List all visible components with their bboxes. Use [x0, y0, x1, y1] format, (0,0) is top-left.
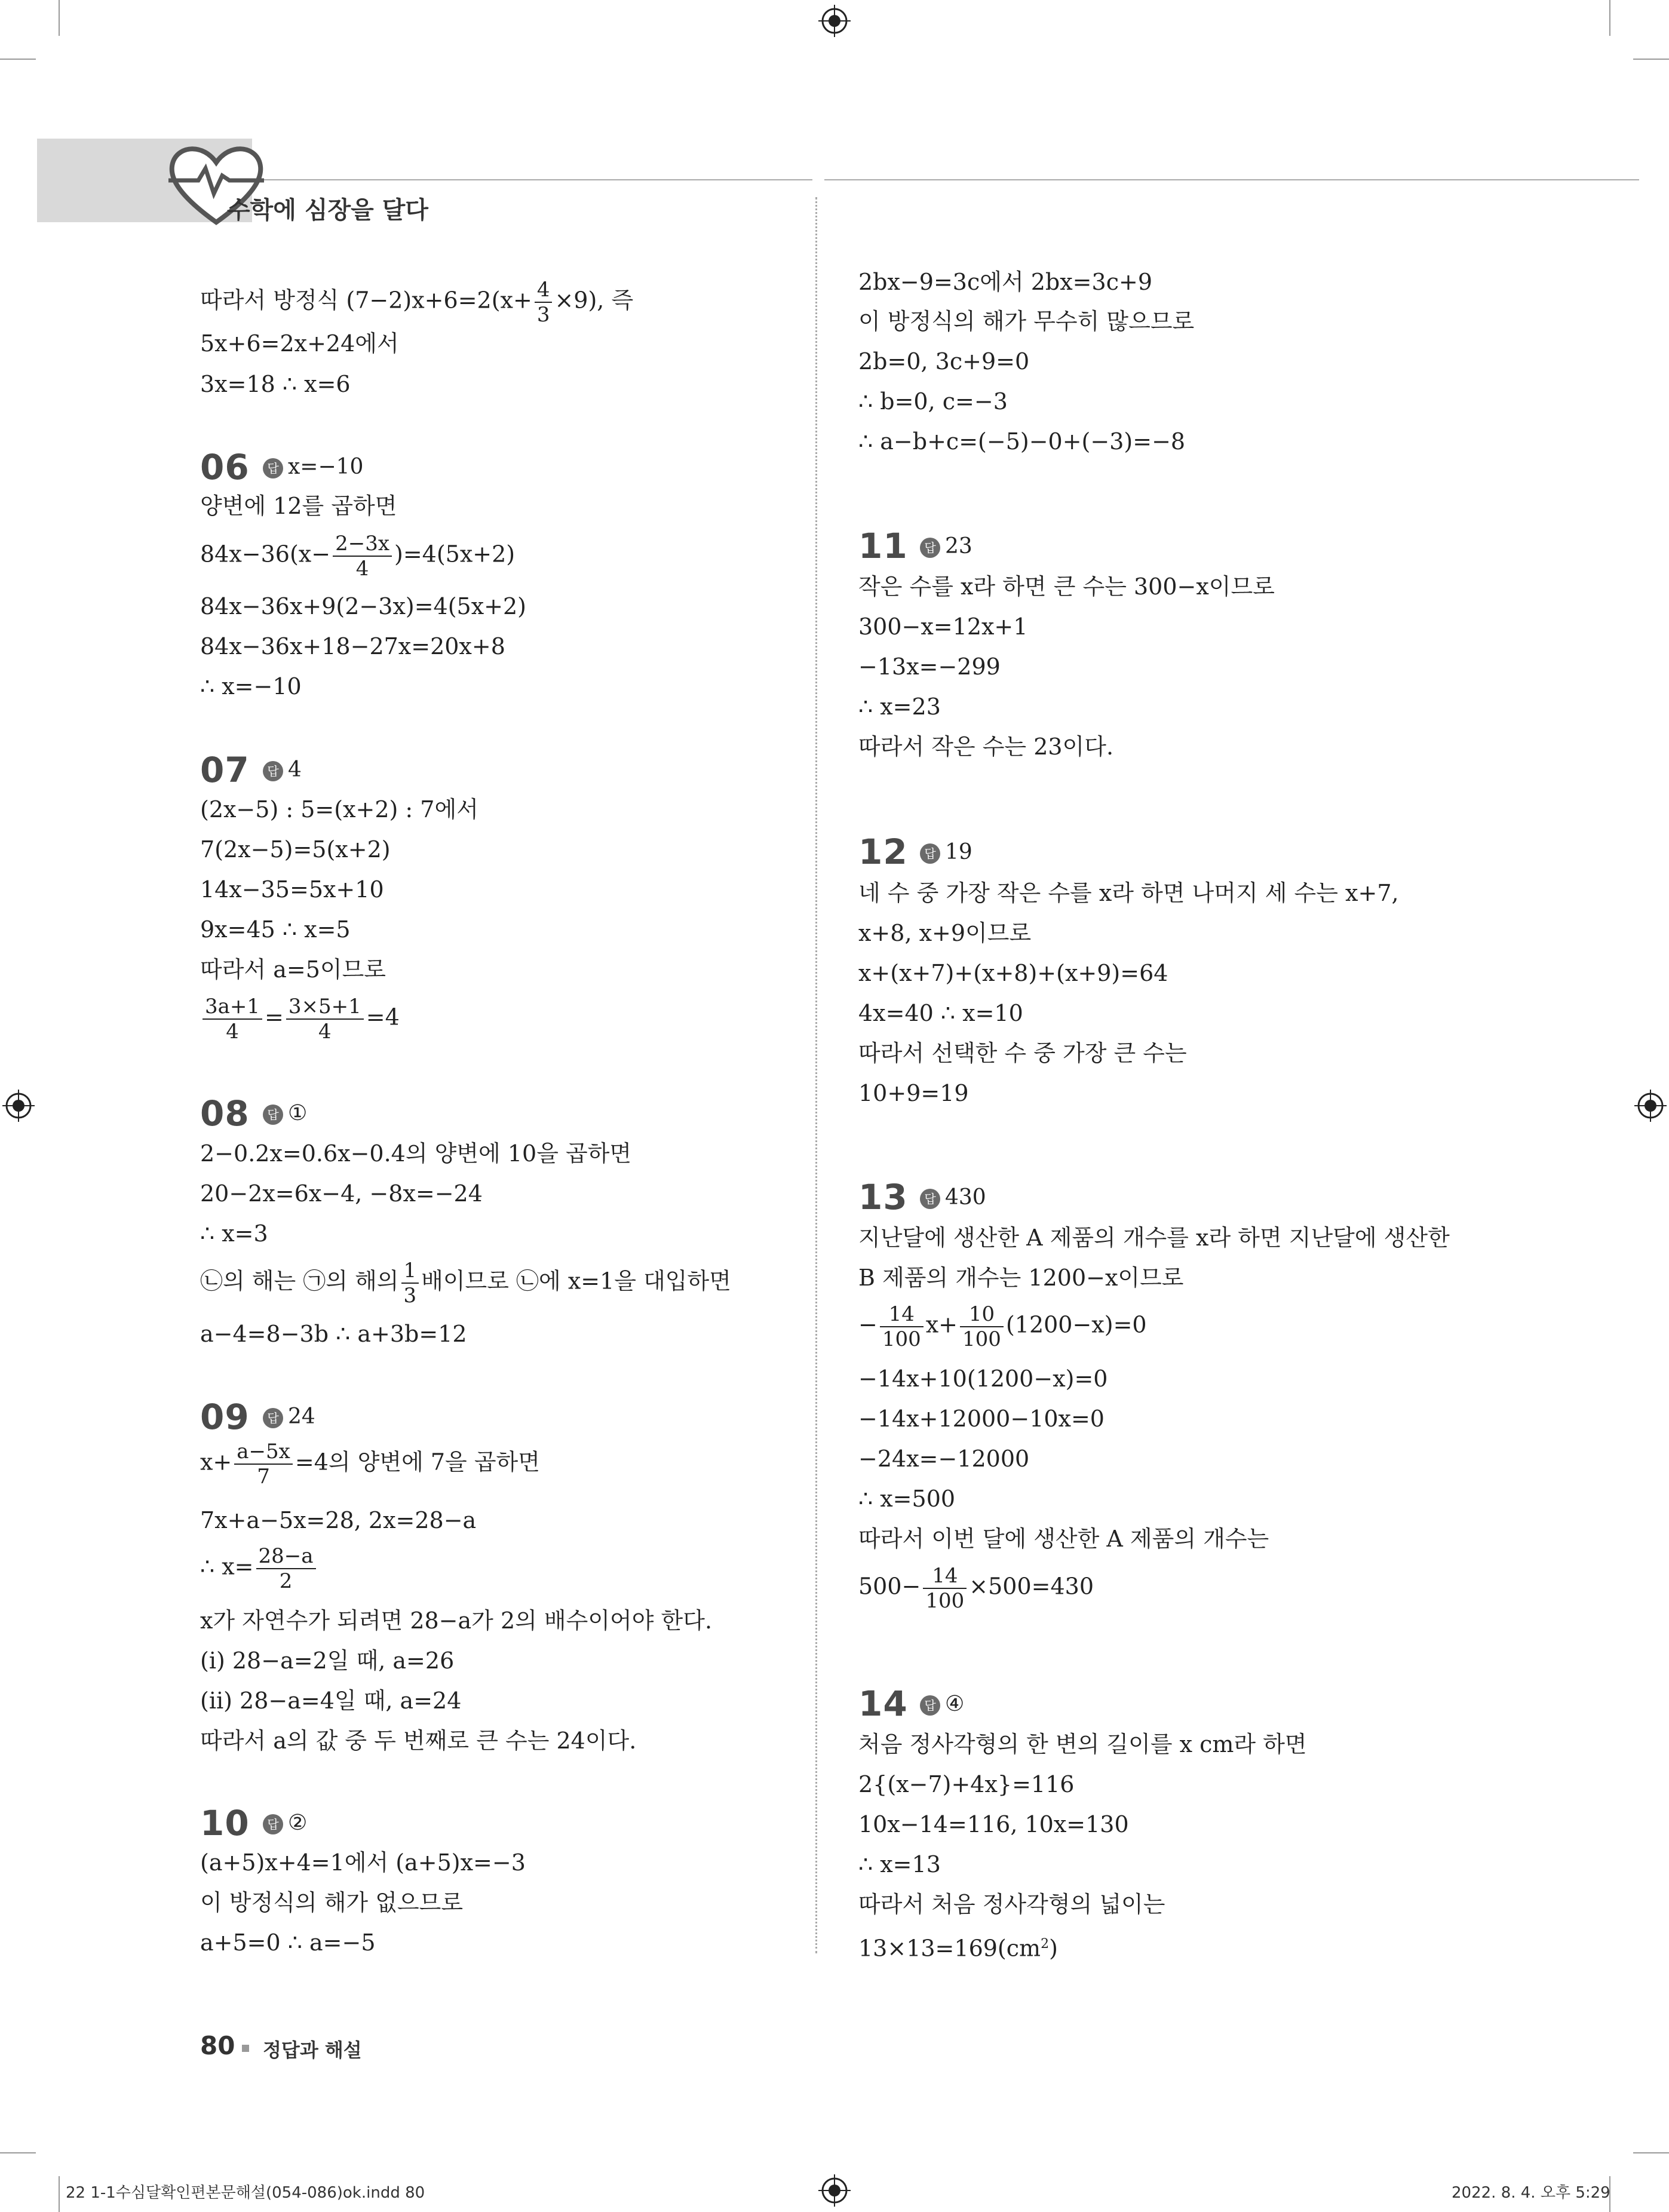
text-line: 2{(x−7)+4x}=116 [858, 1771, 1075, 1797]
answer-badge: 답 [920, 538, 940, 558]
text-line: (ⅰ) 28−a=2일 때, a=26 [200, 1648, 455, 1674]
text-line: x가 자연수가 되려면 28−a가 2의 배수이어야 한다. [200, 1607, 713, 1634]
text-line: −24x=−12000 [858, 1446, 1030, 1472]
crop-mark [1609, 0, 1610, 36]
text-line: 처음 정사각형의 한 변의 길이를 x cm라 하면 [858, 1731, 1307, 1757]
registration-mark-icon [1634, 1090, 1667, 1122]
answer-badge: 답 [263, 1814, 283, 1834]
answer: 답 ④ [920, 1689, 964, 1719]
text-line: ∴ x= $\frac{28-a}{2}$ [200, 1544, 318, 1593]
problem-number: 13 [858, 1177, 908, 1217]
crop-mark [1633, 2152, 1669, 2153]
text-line: 3x=18 ∴ x=6 [200, 371, 351, 397]
problem-number: 08 [200, 1093, 250, 1134]
crop-mark [59, 0, 60, 36]
print-file-info: 22 1-1수심달확인편본문해설(054-086)ok.indd 80 [66, 2184, 425, 2202]
text-line: ∴ x=3 [200, 1220, 268, 1247]
text-line: x+(x+7)+(x+8)+(x+9)=64 [858, 960, 1168, 986]
column-divider [815, 197, 817, 1953]
crop-mark [1633, 59, 1669, 60]
text-line: $\frac{3a+1}{4}$ = $\frac{3\times 5+1}{4}$ =4 [200, 995, 400, 1044]
text-line: ∴ x=−10 [200, 673, 302, 700]
text-line: ∴ x=500 [858, 1486, 956, 1512]
header-rule [251, 179, 812, 180]
text-line: 20−2x=6x−4, −8x=−24 [200, 1180, 483, 1207]
answer-badge: 답 [263, 458, 283, 478]
footer-square-icon [242, 2045, 249, 2052]
problem-number: 07 [200, 750, 250, 790]
text-line: 84x−36(x− $\frac{2-3x}{4}$ )=4(5x+2) [200, 532, 516, 581]
text-line: 따라서 방정식 (7−2)x+6=2(x+ $\frac{4}{3}$ ×9), 즉 [200, 278, 634, 327]
text-line: ∴ x=13 [858, 1851, 941, 1877]
header-rule-right [824, 179, 1639, 180]
text-line: 지난달에 생산한 A 제품의 개수를 x라 하면 지난달에 생산한 [858, 1225, 1450, 1251]
text-line: ㉡의 해는 ㉠의 해의 $\frac{1}{3}$ 배이므로 ㉡에 x=1을 대입하면 [200, 1259, 731, 1308]
text-line: 500− $\frac{14}{100}$ ×500=430 [858, 1564, 1094, 1613]
text-line: 84x−36x+18−27x=20x+8 [200, 633, 505, 659]
problem-number: 09 [200, 1397, 250, 1437]
text-line: x+8, x+9이므로 [858, 920, 1032, 946]
registration-mark-icon [2, 1090, 35, 1122]
text-line: x+ $\frac{a-5x}{7}$ =4의 양변에 7을 곱하면 [200, 1440, 540, 1489]
text-line: 2−0.2x=0.6x−0.4의 양변에 10을 곱하면 [200, 1140, 632, 1167]
registration-mark-icon [818, 5, 851, 37]
text-line: 네 수 중 가장 작은 수를 x라 하면 나머지 세 수는 x+7, [858, 880, 1399, 906]
text-line: (ⅱ) 28−a=4일 때, a=24 [200, 1688, 462, 1714]
text-line: 따라서 작은 수는 23이다. [858, 734, 1114, 760]
answer-badge: 답 [263, 1408, 283, 1428]
problem-number: 14 [858, 1683, 908, 1724]
text-line: 7(2x−5)=5(x+2) [200, 836, 391, 863]
text-line: a−4=8−3b ∴ a+3b=12 [200, 1321, 467, 1347]
text-line: B 제품의 개수는 1200−x이므로 [858, 1265, 1184, 1291]
problem-number: 06 [200, 447, 250, 487]
section-title: 정답과 해설 [263, 2039, 362, 2061]
crop-mark [0, 59, 36, 60]
registration-mark-icon [818, 2174, 851, 2207]
page-number: 80 [200, 2031, 235, 2060]
text-line: 따라서 선택한 수 중 가장 큰 수는 [858, 1040, 1187, 1066]
answer: 답 ② [263, 1808, 307, 1838]
text-line: ∴ x=23 [858, 694, 941, 720]
problem-number: 11 [858, 526, 908, 566]
text-line: −13x=−299 [858, 654, 1001, 680]
answer-badge: 답 [920, 1695, 940, 1716]
text-line: 300−x=12x+1 [858, 613, 1028, 640]
text-line: 7x+a−5x=28, 2x=28−a [200, 1507, 477, 1533]
text-line: (2x−5) : 5=(x+2) : 7에서 [200, 796, 478, 823]
answer-badge: 답 [920, 843, 940, 864]
answer: 답 4 [263, 755, 302, 785]
text-line: a+5=0 ∴ a=−5 [200, 1929, 376, 1956]
text-line: 84x−36x+9(2−3x)=4(5x+2) [200, 593, 526, 619]
text-line: 이 방정식의 해가 무수히 많으므로 [858, 308, 1195, 335]
text-line: (a+5)x+4=1에서 (a+5)x=−3 [200, 1849, 526, 1876]
answer: 답 24 [263, 1402, 315, 1432]
answer: 답 x=−10 [263, 452, 363, 482]
text-line: 따라서 이번 달에 생산한 A 제품의 개수는 [858, 1526, 1269, 1552]
text-line: 10x−14=116, 10x=130 [858, 1811, 1129, 1837]
text-line: 2bx−9=3c에서 2bx=3c+9 [858, 269, 1152, 295]
text-line: −14x+10(1200−x)=0 [858, 1366, 1108, 1392]
problem-number: 12 [858, 832, 908, 872]
crop-mark [0, 2152, 36, 2153]
text-line: 이 방정식의 해가 없으므로 [200, 1889, 464, 1916]
text-line: ∴ b=0, c=−3 [858, 388, 1008, 415]
answer-badge: 답 [263, 761, 283, 781]
text-line: −14x+12000−10x=0 [858, 1406, 1105, 1432]
text-line: 따라서 a=5이므로 [200, 956, 386, 983]
problem-number: 10 [200, 1803, 250, 1843]
answer: 답 ① [263, 1099, 307, 1128]
answer: 답 430 [920, 1183, 986, 1213]
text-line: 2b=0, 3c+9=0 [858, 348, 1030, 375]
text-line: 14x−35=5x+10 [200, 876, 384, 903]
text-line: $13\times 13=169(cm^2)$ [858, 1935, 1058, 1962]
text-line: 4x=40 ∴ x=10 [858, 1000, 1023, 1026]
text-line: ∴ a−b+c=(−5)−0+(−3)=−8 [858, 428, 1186, 455]
print-date: 2022. 8. 4. 오후 5:29 [1452, 2184, 1610, 2202]
answer-badge: 답 [263, 1105, 283, 1125]
answer-badge: 답 [920, 1189, 940, 1209]
answer: 답 23 [920, 532, 972, 562]
text-line: 10+9=19 [858, 1080, 969, 1106]
text-line: 따라서 a의 값 중 두 번째로 큰 수는 24이다. [200, 1728, 637, 1754]
text-line: 양변에 12를 곱하면 [200, 493, 397, 519]
text-line: 따라서 처음 정사각형의 넓이는 [858, 1891, 1165, 1918]
header-title: 수학에 심장을 달다 [227, 197, 428, 224]
crop-mark [59, 2176, 60, 2212]
text-line: 5x+6=2x+24에서 [200, 330, 399, 357]
answer: 답 19 [920, 837, 972, 867]
text-line: − $\frac{14}{100}$ x+ $\frac{10}{100}$ (1200−x)=0 [858, 1302, 1147, 1351]
text-line: 9x=45 ∴ x=5 [200, 916, 351, 943]
text-line: 작은 수를 x라 하면 큰 수는 300−x이므로 [858, 573, 1275, 600]
